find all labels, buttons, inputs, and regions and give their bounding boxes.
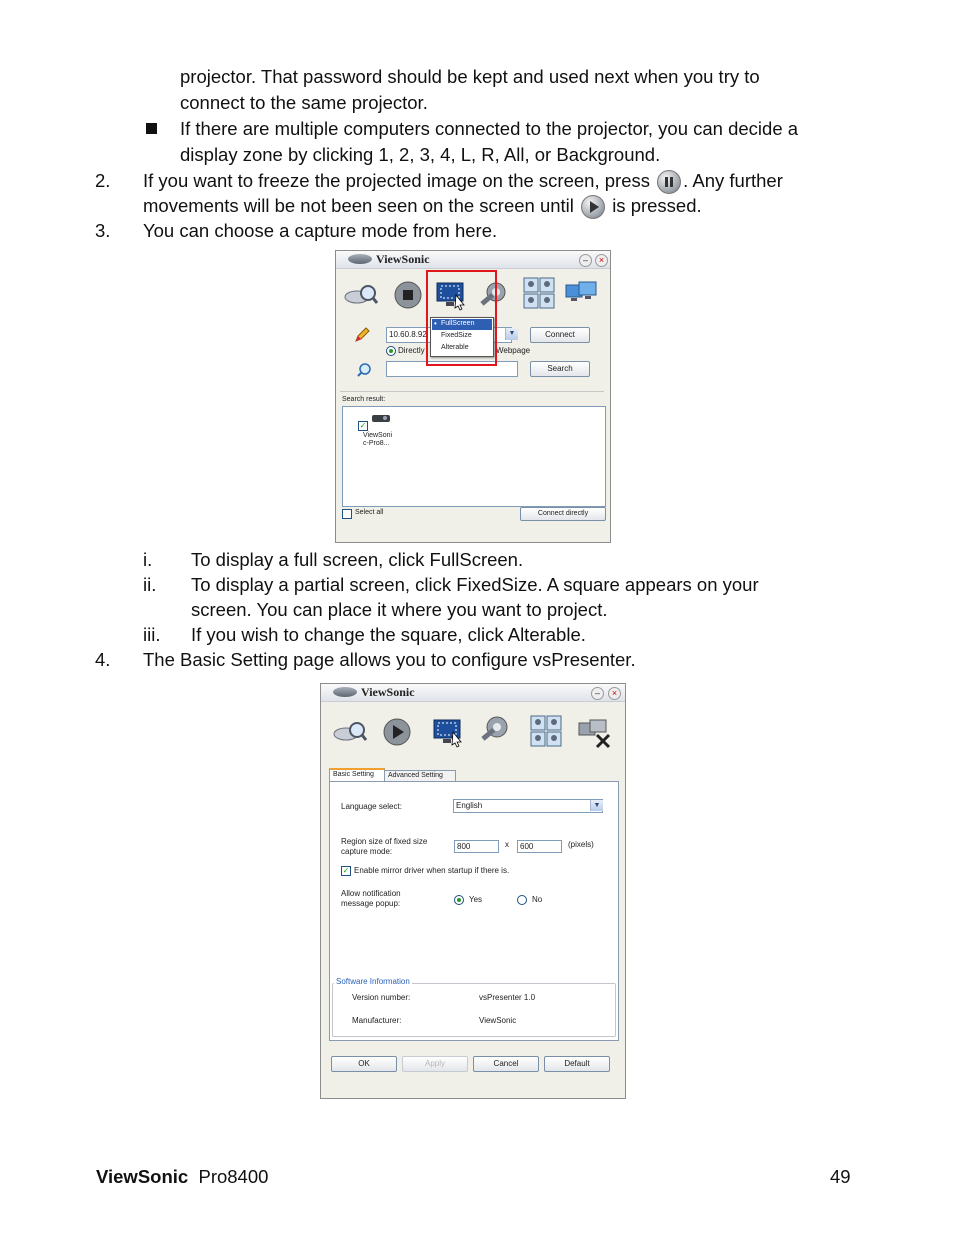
cancel-button[interactable]: Cancel	[473, 1056, 539, 1072]
height-field[interactable]: 600	[517, 840, 562, 853]
capture-mode-icon[interactable]	[431, 716, 465, 748]
bullet-line: If there are multiple computers connected to the projector, you can decide a	[180, 118, 799, 139]
language-select[interactable]: English	[453, 799, 603, 813]
vspresenter-settings-window	[320, 683, 626, 1099]
chevron-down-icon[interactable]: ▼	[590, 800, 603, 811]
title-bar	[321, 684, 625, 702]
mirror-driver-label: Enable mirror driver when startup if there is.	[354, 866, 510, 875]
footer-model-line	[96, 1164, 268, 1190]
step2-line1	[143, 168, 783, 194]
directly-label: Directly	[398, 346, 425, 355]
sub-item-number: ii.	[143, 574, 157, 595]
menu-item-fixedsize[interactable]: FixedSize	[441, 332, 472, 339]
pixels-label: (pixels)	[568, 840, 594, 849]
pause-icon	[657, 170, 681, 194]
viewsonic-logo-icon	[348, 254, 372, 264]
apply-button[interactable]: Apply	[402, 1056, 468, 1072]
software-info-label: Software Information	[336, 977, 410, 986]
mirror-driver-checkbox[interactable]: ✓	[342, 866, 350, 875]
pencil-icon	[354, 327, 370, 343]
manufacturer-value: ViewSonic	[479, 1016, 517, 1025]
sub-item-text: To display a full screen, click FullScreen.	[191, 549, 524, 570]
step2-text-c: movements will be not been seen on the screen until	[143, 195, 574, 216]
settings-gear-icon[interactable]	[477, 714, 511, 746]
footer-brand: ViewSonic	[96, 1166, 189, 1187]
device-name-line2: c-Pro8...	[363, 440, 390, 447]
sub-item-text: To display a partial screen, click FixedSize. A square appears on your	[191, 574, 759, 595]
search-button[interactable]: Search	[530, 361, 590, 377]
step2-text-a: If you want to freeze the projected image on the screen, press	[143, 170, 650, 191]
bullet-line: display zone by clicking 1, 2, 3, 4, L, R, All, or Background.	[180, 144, 661, 165]
close-icon[interactable]: ×	[595, 254, 608, 267]
sub-item-text: screen. You can place it where you want to project.	[191, 599, 608, 620]
projector-icon	[371, 412, 391, 424]
window-title: ViewSonic	[361, 685, 415, 699]
device-checkbox[interactable]: ✓	[359, 421, 367, 430]
magnifier-icon	[356, 361, 374, 377]
device-name-line1: ViewSoni	[363, 432, 393, 439]
disconnect-display-icon[interactable]	[577, 717, 611, 749]
step-number: 4.	[95, 649, 111, 670]
menu-bullet-icon: •	[434, 319, 437, 328]
step-number: 2.	[95, 170, 111, 191]
directly-radio[interactable]	[386, 346, 396, 356]
vspresenter-main-window	[335, 250, 611, 543]
sub-item-text: If you wish to change the square, click Alterable.	[191, 624, 586, 645]
play-icon	[581, 195, 605, 219]
sub-item-number: i.	[143, 549, 153, 570]
viewsonic-logo-icon	[333, 687, 357, 697]
menu-item-fullscreen[interactable]: FullScreen	[441, 320, 475, 327]
search-projector-icon[interactable]	[333, 716, 367, 748]
footer-model: Pro8400	[198, 1166, 269, 1187]
settings-panel	[329, 781, 619, 1041]
step2-line2	[143, 193, 702, 219]
menu-item-alterable[interactable]: Alterable	[441, 344, 469, 351]
display-zone-icon[interactable]	[522, 277, 556, 309]
select-all-checkbox[interactable]	[342, 509, 352, 519]
chevron-down-icon[interactable]: ▼	[505, 328, 518, 340]
title-bar	[336, 251, 610, 269]
window-title: ViewSonic	[376, 252, 430, 266]
connect-button[interactable]: Connect	[530, 327, 590, 343]
region-size-label-line2: capture mode:	[341, 847, 393, 856]
no-label: No	[532, 895, 543, 904]
step2-text-b: . Any further	[683, 170, 783, 191]
region-size-label-line1: Region size of fixed size	[341, 837, 428, 846]
yes-radio[interactable]	[454, 895, 464, 905]
search-projector-icon[interactable]	[344, 279, 378, 311]
software-info-group	[332, 983, 616, 1037]
tab-label: Advanced Setting	[388, 772, 443, 779]
bullet-square-icon	[146, 123, 157, 134]
step-number: 3.	[95, 220, 111, 241]
connect-directly-button[interactable]: Connect directly	[520, 507, 606, 521]
version-value: vsPresenter 1.0	[479, 993, 536, 1002]
step2-text-d: is pressed.	[612, 195, 702, 216]
minimize-icon[interactable]: –	[591, 687, 604, 700]
select-all-label: Select all	[355, 509, 384, 516]
language-label: Language select:	[341, 802, 402, 811]
highlight-box	[426, 270, 497, 366]
step3-text: You can choose a capture mode from here.	[143, 220, 498, 241]
paragraph-line: connect to the same projector.	[180, 92, 428, 113]
stop-icon[interactable]	[392, 279, 426, 311]
notification-label-line2: message popup:	[341, 899, 401, 908]
search-result-panel	[342, 406, 606, 507]
multi-display-icon[interactable]	[564, 279, 598, 311]
yes-label: Yes	[469, 895, 483, 904]
sub-item-number: iii.	[143, 624, 161, 645]
notification-label-line1: Allow notification	[341, 889, 401, 898]
ok-button[interactable]: OK	[331, 1056, 397, 1072]
step4-text: The Basic Setting page allows you to configure vsPresenter.	[143, 649, 636, 670]
minimize-icon[interactable]: –	[579, 254, 592, 267]
default-button[interactable]: Default	[544, 1056, 610, 1072]
play-icon[interactable]	[381, 716, 415, 748]
tab-label: Basic Setting	[333, 771, 374, 778]
search-result-label: Search result:	[342, 396, 386, 403]
paragraph-line: projector. That password should be kept and used next when you try to	[180, 66, 760, 87]
display-zone-icon[interactable]	[529, 715, 563, 747]
ip-address-field[interactable]: 10.60.8.92	[386, 327, 512, 343]
version-label: Version number:	[352, 993, 411, 1002]
manufacturer-label: Manufacturer:	[352, 1016, 402, 1025]
no-radio[interactable]	[517, 895, 527, 905]
width-field[interactable]: 800	[454, 840, 499, 853]
divider	[340, 391, 604, 392]
webpage-label: Webpage	[496, 346, 531, 355]
close-icon[interactable]: ×	[608, 687, 621, 700]
times-label: x	[505, 840, 509, 849]
page-number: 49	[830, 1166, 851, 1187]
